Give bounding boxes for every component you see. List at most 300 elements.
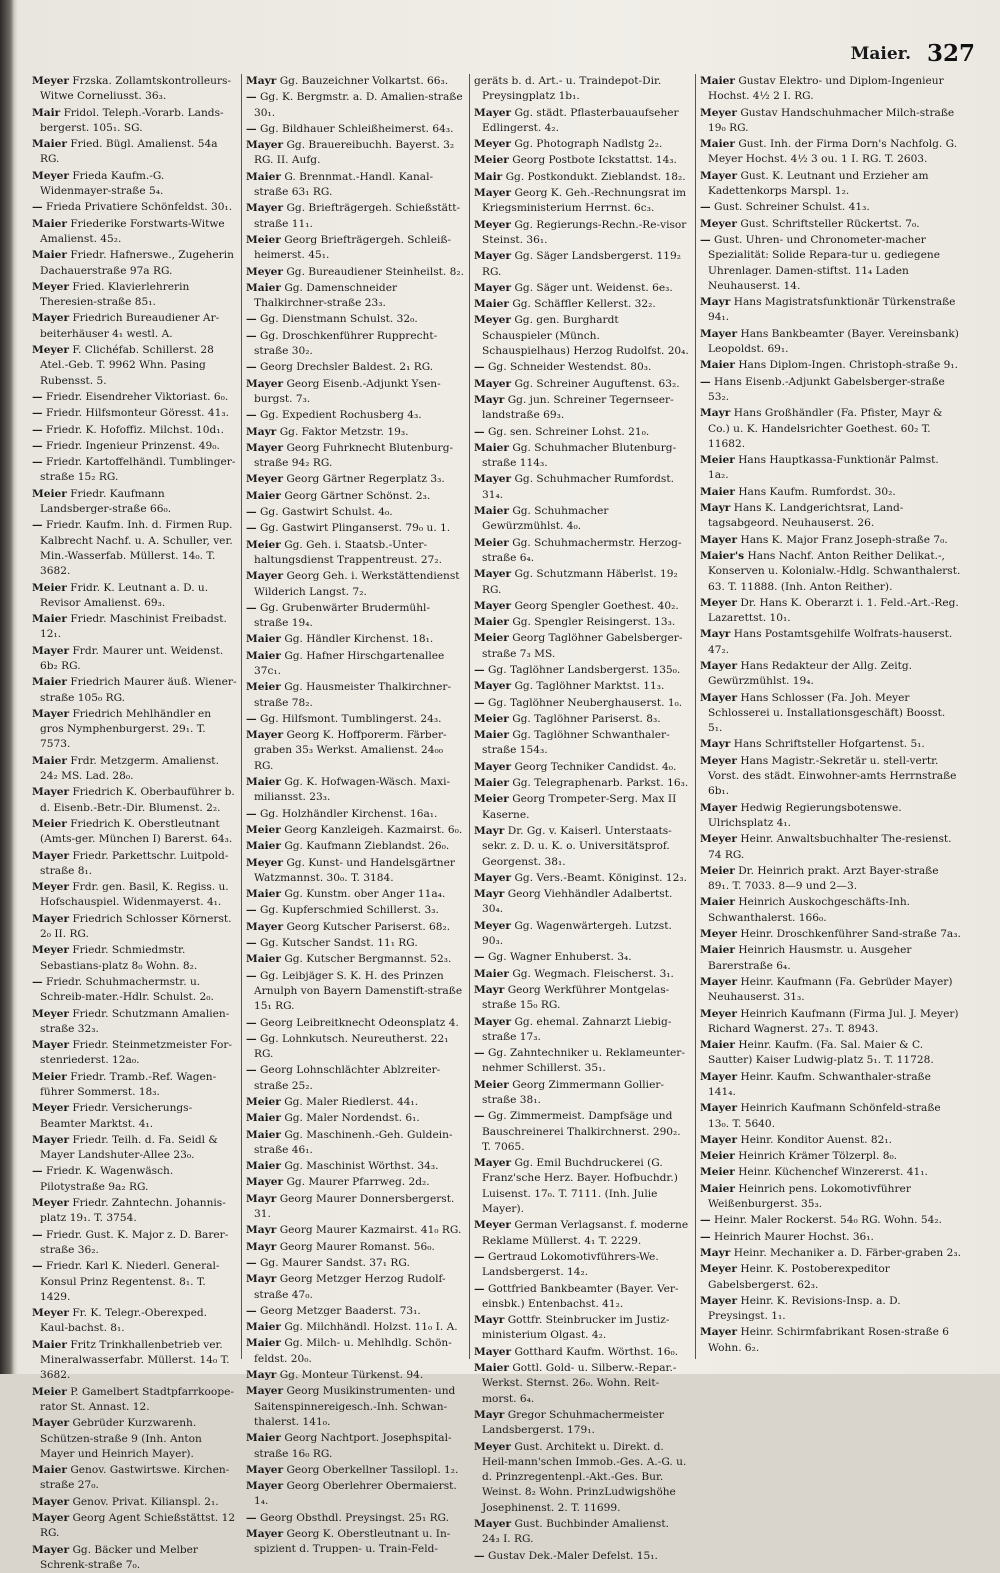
directory-entry xyxy=(246,1032,464,1063)
column-rule xyxy=(469,74,470,1359)
entry-text: Gg. Briefträgergeh. Schießstätt-straße 11₁. xyxy=(254,202,461,230)
entry-text: Hans Schriftsteller Hofgartenst. 5₁. xyxy=(733,738,925,751)
entry-surname: Maier's xyxy=(700,549,745,562)
directory-entry xyxy=(700,1246,962,1261)
directory-entry xyxy=(246,712,464,727)
entry-surname: Mayer xyxy=(32,912,70,925)
entry-surname: — xyxy=(246,1016,257,1029)
entry-surname: — xyxy=(246,329,257,342)
entry-text: Georg Drechsler Baldest. 2₁ RG. xyxy=(259,361,434,374)
entry-text: Georg Gärtner Regerplatz 3₃. xyxy=(286,473,445,486)
directory-entry xyxy=(700,1230,962,1245)
directory-entry xyxy=(474,504,690,535)
entry-text: Georg Gärtner Schönst. 2₃. xyxy=(284,489,431,502)
entry-text: Gg. Maler Riedlerst. 44₁. xyxy=(284,1096,419,1108)
entry-text: Gg. K. Hofwagen-Wäsch. Maxi-miliansst. 23₃. xyxy=(254,776,451,804)
entry-text: Gg. Hausmeister Thalkirchner-straße 78₂. xyxy=(254,681,452,709)
entry-text: Gg. Grubenwärter Brudermühl-straße 19₄. xyxy=(254,601,431,630)
entry-surname: Meyer xyxy=(700,833,737,846)
directory-entry xyxy=(32,675,237,706)
entry-surname: — xyxy=(474,663,485,676)
entry-text: Gg. Kunst- und Handelsgärtner Watzmannst. 30₀. T. 3184. xyxy=(254,856,455,884)
directory-entry xyxy=(246,441,464,472)
entry-text: Georg Zimmermann Gollier-straße 38₁. xyxy=(482,1078,664,1106)
directory-entry xyxy=(246,1368,464,1383)
entry-text: Heinr. Mechaniker a. D. Färber-graben 2₃. xyxy=(733,1246,961,1259)
directory-entry xyxy=(32,1511,237,1542)
entry-surname: Maier xyxy=(32,217,67,230)
directory-entry xyxy=(246,680,464,711)
directory-entry xyxy=(246,969,464,1015)
entry-surname: Mayer xyxy=(32,312,70,325)
entry-surname: Maier xyxy=(246,1337,281,1350)
entry-surname: Meier xyxy=(474,1078,509,1091)
entry-surname: Meyer xyxy=(246,265,283,278)
directory-entry xyxy=(246,903,464,918)
directory-entry xyxy=(474,1015,690,1046)
directory-entry xyxy=(246,233,464,264)
entry-surname: Maier xyxy=(474,777,509,790)
entry-text: Gg. Schuhmacher Rumfordst. 31₄. xyxy=(482,473,674,501)
entry-text: Gg. Taglöhner Schwanthaler-straße 154₃. xyxy=(482,729,670,757)
entry-text: Heinr. Anwaltsbuchhalter The-resienst. 74 RG. xyxy=(708,833,952,861)
directory-entry xyxy=(700,200,962,215)
entry-surname: Meyer xyxy=(700,928,737,941)
entry-surname: Mayer xyxy=(474,250,512,263)
entry-surname: — xyxy=(32,439,43,452)
entry-surname: Mayer xyxy=(474,599,512,612)
directory-entry xyxy=(700,895,962,926)
entry-text: Gg. Kutscher Bergmannst. 52₃. xyxy=(284,953,452,966)
directory-entry xyxy=(246,122,464,137)
entry-surname: Meyer xyxy=(32,1007,69,1020)
entry-surname: Meyer xyxy=(32,881,69,894)
directory-entry xyxy=(474,887,690,918)
directory-entry xyxy=(32,423,237,438)
entry-text: Gg. Schreiner Auguftenst. 63₂. xyxy=(514,377,680,390)
directory-entry xyxy=(474,1109,690,1155)
directory-entry xyxy=(246,1511,464,1526)
entry-surname: Mayer xyxy=(246,1463,284,1476)
entry-surname: Meyer xyxy=(32,1197,69,1210)
entry-surname: Maier xyxy=(246,170,281,183)
entry-surname: Meyer xyxy=(32,944,69,957)
entry-surname: Meier xyxy=(474,154,509,167)
directory-entry xyxy=(700,754,962,800)
entry-surname: — xyxy=(700,375,711,388)
directory-entry xyxy=(32,1463,237,1494)
entry-surname: Maier xyxy=(700,138,735,151)
directory-entry xyxy=(246,887,464,902)
directory-entry xyxy=(474,441,690,472)
directory-entry xyxy=(474,599,690,614)
entry-surname: — xyxy=(474,361,485,374)
directory-entry xyxy=(474,567,690,598)
directory-entry xyxy=(474,170,690,185)
entry-text: Gg. Dienstmann Schulst. 32₀. xyxy=(259,313,418,326)
directory-entry xyxy=(246,377,464,408)
entry-surname: Meyer xyxy=(474,919,511,932)
entry-text: Gustav Handschuhmacher Milch-straße 19₀ RG. xyxy=(708,106,955,134)
entry-text: Gg. Schuhmacher Gewürzmühlst. 4₀. xyxy=(482,505,609,533)
directory-entry xyxy=(246,1016,464,1031)
entry-surname: Mayer xyxy=(474,377,512,390)
entry-text: Georg Kanzleigeh. Kazmairst. 6₀. xyxy=(284,823,463,836)
directory-entry xyxy=(32,1196,237,1227)
entry-text: Frdr. gen. Basil, K. Regiss. u. Hofschauspiel. Widenmayerst. 4₁. xyxy=(40,881,229,909)
directory-entry xyxy=(700,1101,962,1132)
entry-surname: Meier xyxy=(32,817,67,830)
entry-surname: Maier xyxy=(246,1160,281,1173)
entry-text: Frieda Privatiere Schönfeldst. 30₁. xyxy=(45,201,233,214)
directory-entry xyxy=(32,754,237,785)
entry-text: Gg. Geh. i. Staatsb.-Unter-haltungsdienst Trappentreust. 27₂. xyxy=(254,538,443,566)
entry-surname: — xyxy=(246,807,257,820)
entry-text: Friedr. Schmiedmstr. Sebastians-platz 8₀ Wohn. 8₂. xyxy=(40,944,198,972)
entry-text: Fridol. Teleph.-Vorarb. Lands-bergerst. 105₁. SG. xyxy=(40,106,224,134)
entry-text: Georg Leibreitknecht Odeonsplatz 4. xyxy=(259,1016,459,1029)
directory-entry xyxy=(246,1111,464,1126)
directory-entry xyxy=(32,106,237,137)
directory-entry xyxy=(246,952,464,967)
entry-surname: Maier xyxy=(32,613,67,626)
directory-entry xyxy=(474,186,690,217)
entry-surname: — xyxy=(474,696,485,709)
entry-surname: Maier xyxy=(246,489,281,502)
directory-entry xyxy=(32,137,237,168)
entry-surname: Meyer xyxy=(700,106,737,119)
entry-surname: Maier xyxy=(700,896,735,909)
entry-surname: Mayer xyxy=(246,1176,284,1189)
entry-surname: Meyer xyxy=(474,1440,511,1453)
entry-surname: — xyxy=(32,407,43,420)
entry-surname: Meier xyxy=(700,1150,735,1163)
entry-text: Hans Bankbeamter (Bayer. Vereinsbank) Leopoldst. 69₁. xyxy=(708,327,959,356)
entry-text: Friederike Forstwarts-Witwe Amalienst. 45₂. xyxy=(40,217,225,245)
entry-surname: Mayer xyxy=(32,1133,70,1146)
entry-text: Friedr. Hafnerswe., Zugeherin Dachauerstraße 97a RG. xyxy=(40,249,234,277)
entry-text: Gg. Händler Kirchenst. 18₁. xyxy=(284,633,434,646)
entry-surname: Mayr xyxy=(246,75,277,87)
entry-surname: Meyer xyxy=(246,856,283,869)
directory-entry xyxy=(700,832,962,863)
entry-text: Gg. Emil Buchdruckerei (G. Franz'sche Herz. Bayer. Hofbuchdr.) Luisenst. 17₀. T. 7111. (Inh. Julie Mayer). xyxy=(482,1157,678,1216)
entry-surname: — xyxy=(246,313,257,326)
entry-text: Gg. Vers.-Beamt. Königinst. 12₃. xyxy=(514,871,687,884)
entry-surname: Mayer xyxy=(32,1543,70,1556)
entry-text: Heinrich Auskochgeschäfts-Inh. Schwanthalerst. 166₀. xyxy=(708,896,911,924)
entry-text: Gg. Zahntechniker u. Reklameunter-nehmer Schillerst. 35₁. xyxy=(482,1047,685,1075)
directory-entry xyxy=(474,297,690,312)
entry-surname: Maier xyxy=(700,1039,735,1052)
directory-entry xyxy=(246,170,464,201)
entry-surname: Meier xyxy=(700,864,735,877)
entry-text: Heinr. Konditor Auenst. 82₁. xyxy=(740,1133,892,1146)
entry-text: Gust. Uhren- und Chronometer-macher Spezialität: Solide Repara-tur u. gediegene Uhrenlager. Damen-stiftst. 11₄ Laden Neuhauserst. 14. xyxy=(708,233,940,292)
directory-entry xyxy=(700,533,962,548)
directory-entry xyxy=(32,439,237,454)
entry-text: Genov. Gastwirtswe. Kirchen-straße 27₀. xyxy=(40,1464,230,1492)
entry-surname: Maier xyxy=(246,1112,281,1125)
entry-text: Georg Briefträgergeh. Schleiß-heimerst. 45₁. xyxy=(254,233,452,262)
entry-text: Gust. Buchbinder Amalienst. 24₃ I. RG. xyxy=(482,1518,669,1546)
directory-entry xyxy=(32,1495,237,1510)
entry-text: Gg. Spengler Reisingerst. 13₃. xyxy=(512,616,676,629)
entry-text: Gg. Gastwirt Schulst. 4₀. xyxy=(259,506,393,519)
directory-entry xyxy=(700,864,962,895)
directory-entry xyxy=(246,1272,464,1303)
directory-entry xyxy=(700,137,962,168)
entry-text: Gg. Wagenwärtergeh. Lutzst. 90₃. xyxy=(482,919,672,948)
entry-surname: — xyxy=(246,601,257,614)
entry-surname: Maier xyxy=(474,729,509,742)
directory-entry xyxy=(32,1038,237,1069)
entry-surname: Mayer xyxy=(474,1345,512,1358)
entry-text: Gg. Schuhmacher Blutenburg-straße 114₃. xyxy=(482,441,677,470)
entry-text: Gg. K. Bergmstr. a. D. Amalien-straße 30₁. xyxy=(254,91,463,119)
entry-text: Gg. Bureaudiener Steinheilst. 8₂. xyxy=(286,265,464,278)
entry-text: Gg. Säger Landsbergerst. 119₂ RG. xyxy=(482,250,682,278)
entry-surname: Meyer xyxy=(474,218,511,231)
entry-text: Gebrüder Kurzwarenh. Schützen-straße 9 (Inh. Anton Mayer und Heinrich Mayer). xyxy=(40,1417,202,1460)
directory-entry xyxy=(700,453,962,484)
directory-entry xyxy=(32,1133,237,1164)
directory-entry xyxy=(474,1440,690,1516)
entry-surname: Maier xyxy=(32,138,67,151)
entry-surname: Mayer xyxy=(246,377,284,390)
entry-text: Friedr. Parkettschr. Luitpold-straße 8₁. xyxy=(40,849,229,877)
directory-entry xyxy=(700,1038,962,1069)
entry-text: Georg Taglöhner Gabelsberger-straße 7₃ MS. xyxy=(482,632,683,660)
entry-surname: Mayer xyxy=(474,1015,512,1028)
directory-entry xyxy=(32,975,237,1006)
entry-surname: Mayr xyxy=(474,1314,505,1327)
page-number: 327 xyxy=(926,40,975,67)
entry-text: Georg Obsthdl. Preysingst. 25₁ RG. xyxy=(259,1511,450,1524)
column-rule xyxy=(695,74,696,1359)
entry-text: Gg. Faktor Metzstr. 19₃. xyxy=(279,425,409,438)
directory-entry xyxy=(700,1325,962,1356)
directory-entry xyxy=(474,313,690,359)
entry-text: geräts b. d. Art.- u. Traindepot-Dir. Preysingplatz 1b₁. xyxy=(474,75,662,103)
directory-entry xyxy=(474,631,690,662)
directory-entry xyxy=(246,360,464,375)
entry-surname: Mayer xyxy=(700,691,738,704)
entry-surname: Mayr xyxy=(700,1246,731,1259)
directory-entry xyxy=(474,472,690,503)
entry-text: Fridr. K. Leutnant a. D. u. Revisor Amalienst. 69₃. xyxy=(40,581,209,609)
entry-text: Friedr. Kartoffelhändl. Tumblinger-straße 15₂ RG. xyxy=(40,456,236,484)
entry-surname: — xyxy=(246,1304,257,1317)
entry-surname: — xyxy=(474,1250,485,1263)
directory-entry xyxy=(246,538,464,569)
entry-surname: Meyer xyxy=(246,473,283,486)
entry-surname: — xyxy=(32,201,43,214)
entry-text: Heinr. Droschkenführer Sand-straße 7a₃. xyxy=(740,928,961,941)
entry-text: Gg. Bäcker und Melber Schrenk-straße 7₀. xyxy=(40,1543,199,1571)
directory-entry xyxy=(474,950,690,965)
entry-text: Georg Techniker Candidst. 4₀. xyxy=(514,760,677,773)
entry-surname: Mayer xyxy=(32,1039,70,1052)
entry-text: Hans Hauptkassa-Funktionär Palmst. 1a₂. xyxy=(708,454,939,482)
entry-surname: Meyer xyxy=(474,1219,511,1232)
entry-surname: Mayer xyxy=(474,106,512,119)
entry-surname: Mayer xyxy=(700,1133,738,1146)
entry-text: Friedr. K. Wagenwäsch. Pilotystraße 9a₂ RG. xyxy=(40,1165,174,1193)
entry-text: Gg. Schutzmann Häberlst. 19₂ RG. xyxy=(482,568,678,596)
entry-surname: Mayr xyxy=(246,1273,277,1286)
entry-surname: Meyer xyxy=(700,754,737,767)
directory-entry xyxy=(32,880,237,911)
entry-text: Friedr. Maschinist Freibadst. 12₁. xyxy=(40,613,227,641)
entry-surname: Mayr xyxy=(246,1224,277,1237)
entry-surname: Mayer xyxy=(700,801,738,814)
entry-text: Gg. Monteur Türkenst. 94. xyxy=(279,1369,424,1382)
directory-entry xyxy=(246,1304,464,1319)
entry-surname: Mayer xyxy=(32,644,70,657)
entry-text: Gg. Milch- u. Mehlhdlg. Schön-feldst. 20₀. xyxy=(254,1337,452,1365)
directory-entry xyxy=(474,425,690,440)
entry-text: Fr. K. Telegr.-Oberexped. Kaul-bachst. 8₁. xyxy=(40,1307,208,1335)
entry-surname: Meyer xyxy=(32,1307,69,1320)
entry-text: Gg. Wagner Enhuberst. 3₄. xyxy=(487,951,632,964)
directory-entry xyxy=(246,281,464,312)
directory-entry xyxy=(474,824,690,870)
directory-entry xyxy=(32,1007,237,1038)
directory-entry xyxy=(700,74,962,105)
entry-text: Gg. Kunstm. ober Anger 11a₄. xyxy=(284,888,446,901)
entry-text: Gg. Leibjäger S. K. H. des Prinzen Arnulph von Bayern Damenstift-straße 15₁ RG. xyxy=(254,969,463,1013)
entry-text: Gg. Schneider Westendst. 80₃. xyxy=(487,361,652,374)
entry-text: Friedrich Maurer äuß. Wiener-straße 105₀ RG. xyxy=(40,676,237,704)
entry-surname: Maier xyxy=(32,1338,67,1351)
entry-text: Gg. Wegmach. Fleischerst. 3₁. xyxy=(512,967,674,980)
directory-entry xyxy=(246,649,464,680)
entry-text: Gg. Kutscher Sandst. 11₁ RG. xyxy=(259,937,418,950)
directory-entry xyxy=(246,489,464,504)
directory-entry xyxy=(246,1240,464,1255)
entry-text: Heinrich Maurer Hochst. 36₁. xyxy=(713,1230,874,1243)
entry-text: Friedr. Gust. K. Major z. D. Barer-straße 36₂. xyxy=(40,1228,229,1256)
entry-surname: Mayer xyxy=(700,169,738,182)
entry-surname: — xyxy=(474,951,485,964)
entry-surname: Meier xyxy=(474,793,509,806)
directory-entry xyxy=(246,90,464,121)
entry-surname: Meier xyxy=(474,536,509,549)
entry-text: Fried. Klavierlehrerin Theresien-straße 85₁. xyxy=(40,280,190,309)
entry-text: Friedr. Ingenieur Prinzenst. 49₀. xyxy=(45,439,220,452)
entry-text: Friedrich K. Oberbauführer b. d. Eisenb.-Betr.-Dir. Blumenst. 2₂. xyxy=(40,786,235,814)
directory-entry xyxy=(32,487,237,518)
entry-surname: — xyxy=(246,1256,257,1269)
entry-text: Georg Oberlehrer Obermaierst. 1₄. xyxy=(254,1480,457,1508)
entry-text: Friedr. Karl K. Niederl. General-Konsul Prinz Regentenst. 8₁. T. 1429. xyxy=(40,1260,220,1303)
entry-text: Heinrich pens. Lokomotivführer Weißenburgerst. 35₃. xyxy=(708,1182,911,1211)
entry-surname: Meier xyxy=(246,681,281,694)
directory-entry xyxy=(474,792,690,823)
entry-text: Gg. Lohnkutsch. Neureutherst. 22₁ RG. xyxy=(254,1032,449,1061)
directory-entry xyxy=(700,233,962,294)
directory-entry xyxy=(246,312,464,327)
entry-surname: — xyxy=(474,1549,485,1562)
directory-entry xyxy=(474,377,690,392)
directory-entry xyxy=(474,1078,690,1109)
entry-text: Gg. gen. Burghardt Schauspieler (Münch. Schauspielhaus) Herzog Rudolfst. 20₄. xyxy=(482,314,689,358)
directory-entry xyxy=(474,983,690,1014)
entry-text: Hans Redakteur der Allg. Zeitg. Gewürzmühlst. 19₄. xyxy=(708,659,913,688)
entry-surname: Meyer xyxy=(700,1263,737,1276)
entry-text: Heinr. Kaufm. (Fa. Sal. Maier & C. Sautter) Kaiser Ludwig-platz 5₁. T. 11728. xyxy=(708,1039,934,1067)
directory-entry xyxy=(700,106,962,137)
entry-text: Friedr. Schutzmann Amalien-straße 32₃. xyxy=(40,1007,230,1035)
directory-entry xyxy=(246,775,464,806)
entry-surname: — xyxy=(32,423,43,436)
entry-surname: Meier xyxy=(474,632,509,645)
directory-entry xyxy=(32,390,237,405)
entry-text: Hedwig Regierungsbotenswe. Ulrichsplatz 4₁. xyxy=(708,801,902,829)
directory-entry xyxy=(246,1527,464,1558)
directory-entry xyxy=(700,169,962,200)
entry-surname: Maier xyxy=(246,281,281,294)
entry-text: Gg. Telegraphenarb. Parkst. 16₃. xyxy=(512,777,689,790)
entry-surname: Maier xyxy=(474,967,509,980)
directory-entry xyxy=(474,1218,690,1249)
entry-text: F. Clichéfab. Schillerst. 28 Atel.-Geb. T. 9962 Whn. Pasing Rubensst. 5. xyxy=(40,344,214,387)
entry-surname: Meyer xyxy=(700,217,737,230)
directory-entry xyxy=(474,153,690,168)
directory-entry xyxy=(32,1101,237,1132)
entry-surname: Maier xyxy=(700,1182,735,1195)
entry-surname: Mayer xyxy=(474,1518,512,1531)
directory-entry xyxy=(474,919,690,950)
directory-entry xyxy=(246,521,464,536)
entry-text: Gust. Architekt u. Direkt. d. Heil-mann'schen Immob.-Ges. A.-G. u. d. Prinzregentenpl.-Akt.-Ges. Bur. Weinst. 8₂ Wohn. PrinzLudwigshöhe Josephinenst. 2. T. 11699. xyxy=(482,1440,687,1514)
directory-entry xyxy=(474,1156,690,1217)
entry-surname: Maier xyxy=(32,1464,67,1477)
entry-text: Gg. Maurer Pfarrweg. 2d₂. xyxy=(286,1176,430,1189)
entry-text: Georg Spengler Goethest. 40₂. xyxy=(514,599,679,612)
entry-text: Gg. Photograph Nadlstg 2₂. xyxy=(514,138,663,151)
entry-surname: Meier xyxy=(700,1166,735,1179)
entry-text: Gg. Droschkenführer Rupprecht-straße 30₂. xyxy=(254,329,438,358)
entry-text: Gustav Dek.-Maler Defelst. 15₁. xyxy=(487,1549,658,1562)
column-rule xyxy=(241,74,242,1359)
directory-entry xyxy=(700,801,962,832)
entry-text: Hans Schlosser (Fa. Joh. Meyer Schlosserei u. Installationsgeschäft) Boosst. 5₁. xyxy=(708,691,946,735)
entry-surname: Maier xyxy=(246,633,281,646)
column-4 xyxy=(700,74,962,1364)
directory-entry xyxy=(474,615,690,630)
entry-surname: Mayr xyxy=(474,983,505,996)
directory-entry xyxy=(246,408,464,423)
entry-surname: Mayr xyxy=(474,393,505,406)
entry-text: Gg. Regierungs-Rechn.-Re-visor Steinst. 36₁. xyxy=(482,218,687,246)
entry-text: Gg. Taglöhner Neuberghauserst. 1₀. xyxy=(487,696,683,709)
entry-text: Hans K. Major Franz Joseph-straße 7₀. xyxy=(740,533,948,546)
directory-entry xyxy=(700,1182,962,1213)
entry-text: Gg. Maschinenh.-Geh. Guldein-straße 46₁. xyxy=(254,1128,453,1156)
entry-surname: — xyxy=(246,969,257,982)
entry-surname: Maier xyxy=(700,75,735,87)
entry-surname: Mayr xyxy=(474,888,505,901)
entry-surname: Maier xyxy=(246,1128,281,1141)
entry-surname: Mayr xyxy=(700,407,731,420)
directory-entry xyxy=(32,455,237,486)
directory-entry xyxy=(32,1259,237,1305)
entry-text: Gg. Kupferschmied Schillerst. 3₃. xyxy=(259,904,439,917)
entry-surname: Mayr xyxy=(700,502,731,515)
entry-surname: — xyxy=(246,1032,257,1045)
